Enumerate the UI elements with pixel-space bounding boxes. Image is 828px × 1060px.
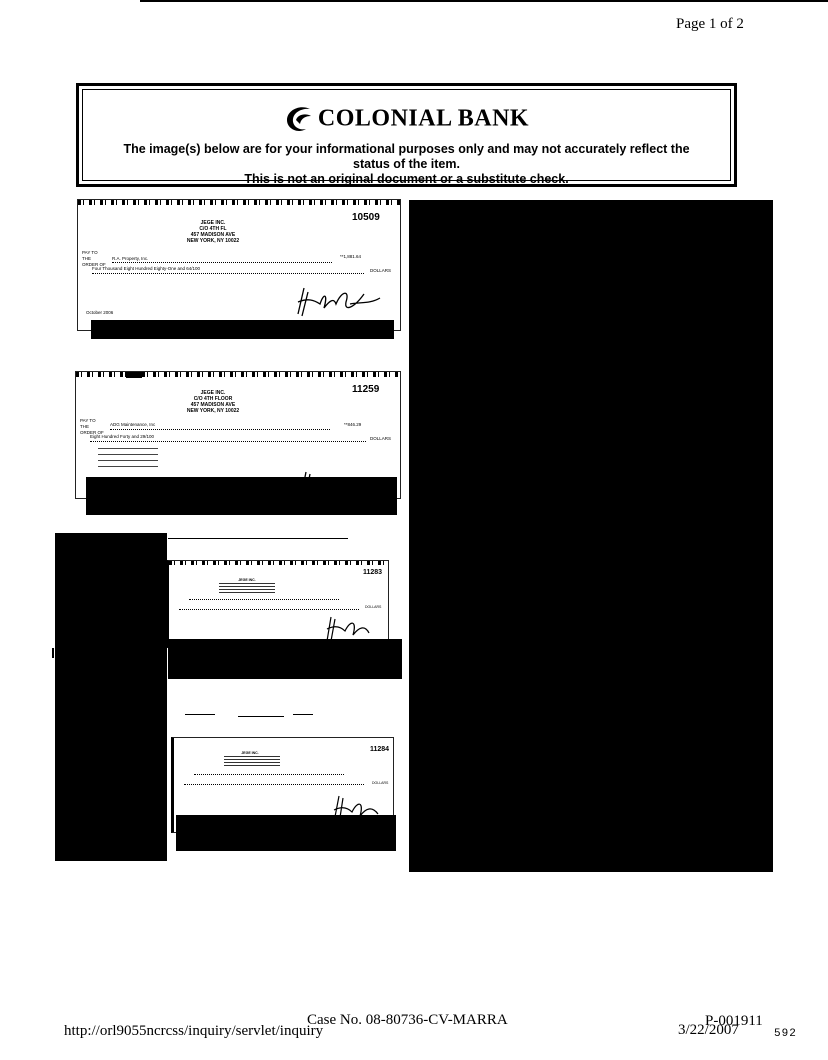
payee: R.A. Property, Inc. [112, 256, 149, 261]
scan-noise [169, 561, 388, 565]
disclaimer-line-3: This is not an original document or a substitute check. [244, 172, 569, 186]
company-name: JEGE INC. [200, 220, 226, 226]
scan-line [185, 714, 215, 715]
bates-number: P-001911 [705, 1013, 763, 1029]
case-number: Case No. 08-80736-CV-MARRA [307, 1012, 508, 1028]
pay-to-label: PAY TO THE ORDER OF [80, 418, 104, 435]
company-care-of: C/O 4TH FLOOR [193, 396, 233, 402]
amount-line [184, 784, 364, 785]
company-address-2: NEW YORK, NY 10022 [186, 238, 240, 244]
scan-mark [126, 372, 142, 378]
amount: **846.29 [344, 422, 362, 427]
payee-address [98, 448, 158, 468]
amount: **1,881.64 [340, 254, 362, 259]
payee-line [112, 262, 332, 263]
bank-name: COLONIAL BANK [317, 105, 530, 132]
company-address-1: 457 MADISON AVE [190, 402, 236, 408]
top-rule [140, 0, 828, 2]
check-image-3 [167, 560, 389, 648]
check-number: 11283 [363, 569, 383, 576]
check-company [168, 220, 258, 244]
check-image-1 [77, 199, 401, 331]
check-number: 10509 [352, 212, 380, 223]
company-address [219, 583, 275, 593]
page-stamp: 592 [774, 1028, 797, 1040]
disclaimer-line-1: The image(s) below are for your informational purposes only and may not accurately reflect the [123, 142, 690, 156]
scan-noise [78, 200, 400, 205]
scan-line [238, 716, 284, 717]
dollars-label: DOLLARS [370, 268, 392, 273]
check-company: JEGE INC. [241, 751, 259, 755]
redaction-bar-1 [91, 320, 394, 339]
amount-line [179, 609, 359, 610]
scan-line [168, 538, 348, 539]
company-address-1: 457 MADISON AVE [190, 232, 236, 238]
bank-banner [76, 83, 737, 187]
pay-to-label: PAY TO THE ORDER OF [82, 250, 106, 267]
dollars-label: DOLLARS [370, 436, 392, 441]
payee-line [110, 429, 330, 430]
footer-date: 3/22/2007 [678, 1022, 739, 1038]
scan-mark [52, 648, 54, 658]
redaction-bar-4 [176, 815, 396, 851]
scan-noise [76, 372, 400, 377]
colonial-bank-logo-icon [284, 104, 314, 134]
company-care-of: C/O 4TH FL [199, 226, 227, 232]
payee: ADG Maintenance, Inc [110, 422, 156, 427]
memo: October 2006 [86, 310, 114, 315]
redaction-block-right [409, 200, 773, 872]
page-label: Page 1 of 2 [676, 16, 744, 32]
disclaimer [93, 142, 720, 187]
payee-line [194, 774, 344, 775]
footer-url: http://orl9055ncrcss/inquiry/servlet/inquiry [64, 1023, 324, 1039]
dollars-label: DOLLARS [365, 605, 382, 609]
redaction-bar-3 [168, 639, 402, 679]
check-company: JEGE INC. [238, 578, 256, 582]
disclaimer-line-2: status of the item. [353, 157, 460, 171]
amount-line [90, 441, 366, 442]
payee-line [189, 599, 339, 600]
amount-words: Eight Hundred Forty and 29/100 [90, 434, 155, 439]
check-company [168, 390, 258, 414]
redaction-block-left [55, 533, 167, 861]
scan-line [293, 714, 313, 715]
company-address-2: NEW YORK, NY 10022 [186, 408, 240, 414]
dollars-label: DOLLARS [372, 781, 389, 785]
check-number: 11259 [352, 384, 380, 395]
signature-icon [294, 284, 384, 320]
amount-words: Four Thousand Eight Hundred Eighty-One and 64/100 [92, 266, 200, 271]
bank-logo [83, 104, 730, 134]
check-number: 11284 [370, 746, 390, 753]
company-name: JEGE INC. [200, 390, 226, 396]
redaction-bar-2 [86, 477, 397, 515]
amount-line [92, 273, 364, 274]
company-address [224, 756, 280, 768]
